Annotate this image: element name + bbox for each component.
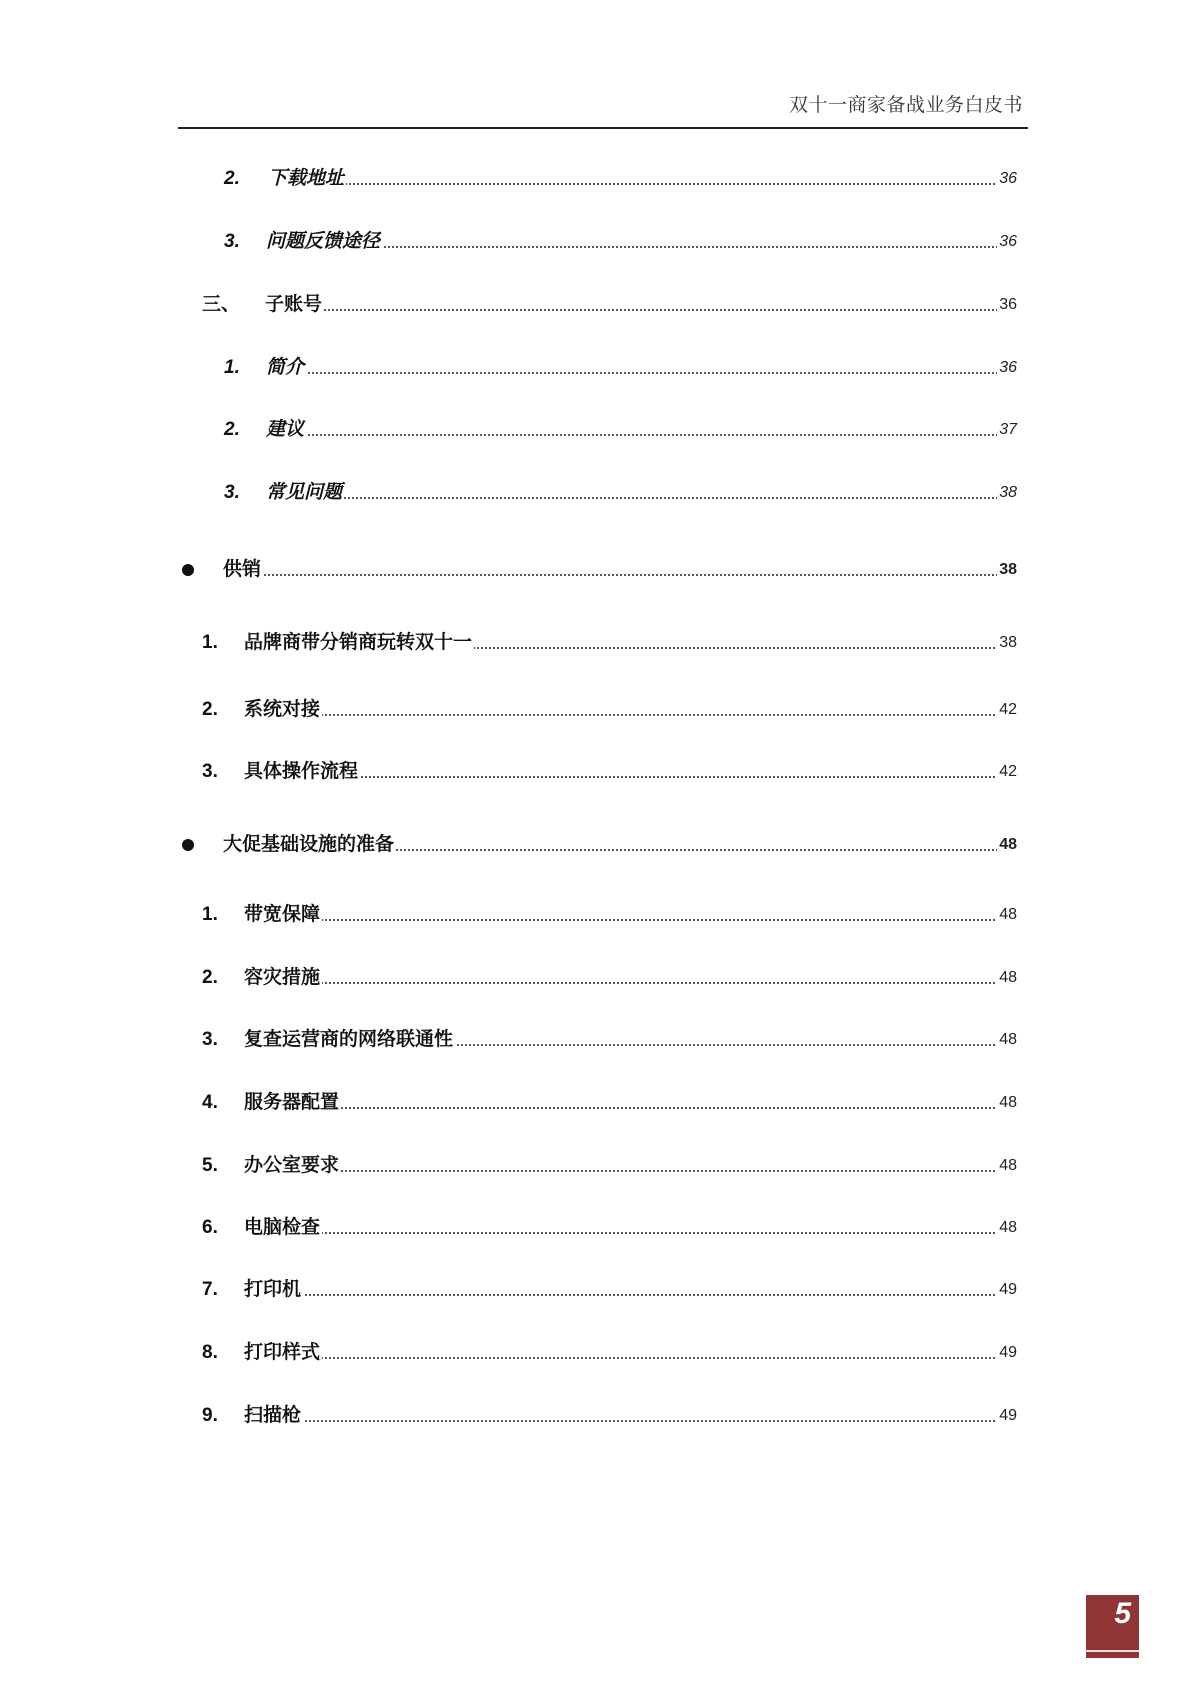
dot-leader <box>276 434 1014 436</box>
toc-entry-number: 2. <box>224 168 240 189</box>
toc-entry[interactable] <box>0 478 1200 508</box>
toc-entry-number: 6. <box>202 1217 218 1238</box>
dot-leader <box>254 1357 1014 1359</box>
toc-entry[interactable] <box>0 227 1200 257</box>
toc-entry-title[interactable]: 办公室要求 <box>244 1151 341 1181</box>
dot-leader <box>276 497 1014 499</box>
toc-entry-number: 8. <box>202 1342 218 1363</box>
dot-leader <box>254 1294 1014 1296</box>
toc-entry[interactable] <box>0 1213 1200 1243</box>
toc-entry-page[interactable]: 48 <box>997 1213 1017 1243</box>
toc-entry[interactable] <box>0 290 1200 320</box>
toc-entry-title[interactable]: 具体操作流程 <box>244 757 360 787</box>
dot-leader <box>254 982 1014 984</box>
toc-entry-number: 3. <box>224 482 240 503</box>
dot-leader <box>276 372 1014 374</box>
bullet-icon <box>182 839 194 851</box>
toc-entry[interactable] <box>0 353 1200 383</box>
toc-entry[interactable] <box>0 555 1200 585</box>
toc-entry-page[interactable]: 49 <box>997 1275 1017 1305</box>
toc-entry-number: 5. <box>202 1155 218 1176</box>
toc-entry-number: 4. <box>202 1092 218 1113</box>
toc-entry-page[interactable]: 42 <box>997 757 1017 787</box>
toc-entry[interactable] <box>0 1401 1200 1431</box>
toc-entry-title[interactable]: 扫描枪 <box>244 1401 303 1431</box>
toc-entry-page[interactable]: 36 <box>997 227 1017 257</box>
toc-entry-number: 2. <box>224 419 240 440</box>
toc-entry[interactable] <box>0 1025 1200 1055</box>
toc-entry-number: 1. <box>202 904 218 925</box>
toc-entry-page[interactable]: 48 <box>997 1025 1017 1055</box>
toc-entry-page[interactable]: 48 <box>997 1151 1017 1181</box>
toc-entry-title[interactable]: 简介 <box>266 353 306 383</box>
toc-entry-page[interactable]: 38 <box>997 478 1017 508</box>
toc-entry-title[interactable]: 供销 <box>223 555 263 585</box>
dot-leader <box>276 246 1014 248</box>
toc-entry[interactable] <box>0 900 1200 930</box>
toc-entry-page[interactable]: 48 <box>997 963 1017 993</box>
toc-entry-title[interactable]: 大促基础设施的准备 <box>223 830 396 860</box>
document-title: 双十一商家备战业务白皮书 <box>788 95 1023 116</box>
toc-entry-number: 1. <box>202 632 218 653</box>
toc-entry-page[interactable]: 49 <box>997 1401 1017 1431</box>
toc-entry-title[interactable]: 打印机 <box>244 1275 303 1305</box>
header-divider <box>178 127 1028 129</box>
toc-entry-page[interactable]: 37 <box>997 415 1017 445</box>
toc-entry-page[interactable]: 48 <box>997 1088 1017 1118</box>
toc-entry-title[interactable]: 电脑检查 <box>244 1213 322 1243</box>
toc-entry[interactable] <box>0 628 1200 658</box>
page-number-badge <box>1086 1595 1139 1658</box>
dot-leader <box>254 1107 1014 1109</box>
dot-leader <box>278 183 1014 185</box>
toc-entry-page[interactable]: 38 <box>997 628 1017 658</box>
toc-entry[interactable] <box>0 1151 1200 1181</box>
toc-entry-title[interactable]: 子账号 <box>265 290 324 320</box>
toc-entry-page[interactable]: 49 <box>997 1338 1017 1368</box>
dot-leader <box>233 574 1014 576</box>
toc-entry-number: 3. <box>202 761 218 782</box>
toc-entry-number: 3. <box>224 231 240 252</box>
toc-entry-page[interactable]: 36 <box>997 353 1017 383</box>
dot-leader <box>254 714 1014 716</box>
dot-leader <box>275 309 1014 311</box>
toc-entry-title[interactable]: 打印样式 <box>244 1338 322 1368</box>
toc-entry[interactable] <box>0 1338 1200 1368</box>
toc-entry[interactable] <box>0 164 1200 194</box>
dot-leader <box>254 1420 1014 1422</box>
toc-entry-title[interactable]: 容灾措施 <box>244 963 322 993</box>
toc-entry-title[interactable]: 服务器配置 <box>244 1088 341 1118</box>
toc-entry-title[interactable]: 复查运营商的网络联通性 <box>244 1025 455 1055</box>
dot-leader <box>254 776 1014 778</box>
toc-entry-title[interactable]: 带宽保障 <box>244 900 322 930</box>
toc-entry-page[interactable]: 36 <box>997 164 1017 194</box>
toc-entry-page[interactable]: 38 <box>997 555 1017 585</box>
toc-entry[interactable] <box>0 695 1200 725</box>
toc-entry-title[interactable]: 问题反馈途径 <box>266 227 382 257</box>
toc-entry-number: 1. <box>224 357 240 378</box>
toc-entry[interactable] <box>0 963 1200 993</box>
page-number: 5 <box>1114 1597 1131 1630</box>
toc-entry-title[interactable]: 建议 <box>266 415 306 445</box>
dot-leader <box>254 1170 1014 1172</box>
toc-entry-page[interactable]: 48 <box>997 900 1017 930</box>
toc-entry-title[interactable]: 下载地址 <box>268 164 346 194</box>
toc-entry-page[interactable]: 42 <box>997 695 1017 725</box>
toc-entry[interactable] <box>0 757 1200 787</box>
toc-entry-title[interactable]: 常见问题 <box>266 478 344 508</box>
toc-entry-number: 3. <box>202 1029 218 1050</box>
badge-stripe <box>1086 1650 1139 1652</box>
dot-leader <box>254 919 1014 921</box>
toc-entry[interactable] <box>0 1088 1200 1118</box>
toc-entry[interactable] <box>0 415 1200 445</box>
toc-entry-number: 2. <box>202 967 218 988</box>
toc-entry-number: 2. <box>202 699 218 720</box>
toc-entry-title[interactable]: 品牌商带分销商玩转双十一 <box>244 628 474 658</box>
toc-entry-number: 三、 <box>202 294 241 315</box>
toc-entry-number: 7. <box>202 1279 218 1300</box>
toc-entry-page[interactable]: 48 <box>997 830 1017 860</box>
toc-entry-number: 9. <box>202 1405 218 1426</box>
toc-entry-page[interactable]: 36 <box>997 290 1017 320</box>
bullet-icon <box>182 564 194 576</box>
toc-entry[interactable] <box>0 830 1200 860</box>
toc-entry-title[interactable]: 系统对接 <box>244 695 322 725</box>
toc-entry[interactable] <box>0 1275 1200 1305</box>
dot-leader <box>254 1232 1014 1234</box>
